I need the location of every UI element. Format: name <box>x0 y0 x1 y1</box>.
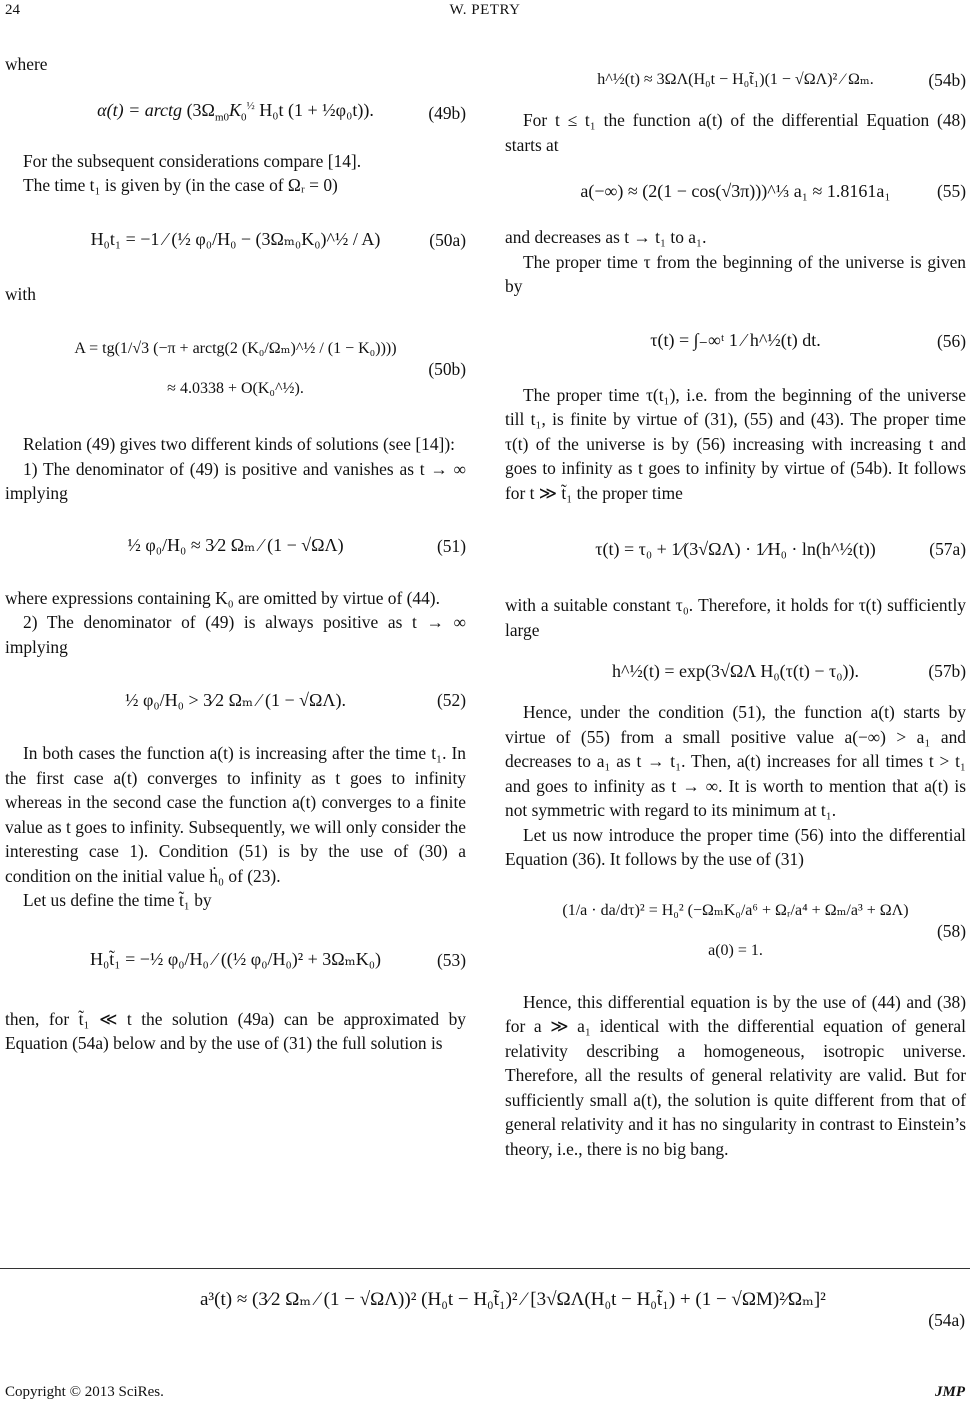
left-column <box>5 52 466 1056</box>
equation-number: (51) <box>437 535 466 556</box>
equation-body: a³(t) ≈ (3⁄2 Ωₘ ⁄ (1 − √ΩΛ))² (H₀t − H₀t̃₁)² ⁄ [3√ΩΛ(H₀t − H₀t̃₁) + (1 − √ΩM)²⁄Ωₘ]² <box>200 1289 826 1310</box>
paragraph: The proper time τ from the beginning of the universe is given by <box>505 251 966 296</box>
equation-body: H₀t̃₁ = −½ φ₀/H₀ ⁄ ((½ φ₀/H₀)² + 3ΩₘK₀) <box>90 949 381 970</box>
equation-number: (56) <box>937 330 966 351</box>
equation-body: h^½(t) ≈ 3ΩΛ(H₀t − H₀t̃₁)(1 − √ΩΛ)² ⁄ Ωₘ. <box>597 70 874 88</box>
equation-52 <box>5 659 466 741</box>
equation-number: (58) <box>937 920 966 941</box>
equation-number: (54a) <box>928 1310 965 1330</box>
equation-57a <box>505 505 966 593</box>
equation-56 <box>505 299 966 383</box>
equation-number: (49b) <box>428 102 466 123</box>
paragraph: The proper time τ(t₁), i.e. from the beginning of the universe till t₁, is finite by virtue of (31), (55) and (43). The proper time τ(t) of the universe is by (56) increasing with increasing t and goes to infinity as t goes to infinity by virtue of (54b). It follows for t ≫ t̃₁ the proper time <box>505 384 966 503</box>
paragraph: and decreases as t → t₁ to a₁. <box>505 227 707 247</box>
paragraph: then, for t̃₁ ≪ t the solution (49a) can be approximated by Equation (54a) below and by the use of (31) the full solution is <box>5 1008 466 1053</box>
equation-number: (50b) <box>428 358 466 379</box>
paragraph: For the subsequent considerations compare [14]. <box>23 150 362 171</box>
paragraph: Relation (49) gives two different kinds of solutions (see [14]): <box>23 434 455 454</box>
equation-49b: α(t) = arctg ($3\Omega_{m0}K_0^{\frac{1}{2}}$ H₀t (1 + ½φ₀t)). (49b) <box>97 100 466 125</box>
paragraph: 2) The denominator of (49) is always positive as t → ∞ implying <box>5 612 466 657</box>
footnote-divider <box>0 1268 970 1269</box>
equation-body: τ(t) = τ₀ + 1⁄(3√ΩΛ) · 1⁄H₀ · ln(h^½(t)) <box>595 538 876 559</box>
equation-line: A = tg(1/√3 (−π + arctg(2 (K₀/Ωₘ)^½ / (1 − K₀)))) <box>74 340 397 357</box>
paragraph: 1) The denominator of (49) is positive and vanishes as t → ∞ implying <box>5 458 466 503</box>
equation-50a <box>5 198 466 282</box>
equation-number: (55) <box>937 180 966 201</box>
equation-body: τ(t) = ∫₋∞ᵗ 1 ⁄ h^½(t) dt. <box>650 330 821 351</box>
page-number: 24 <box>5 2 20 18</box>
paragraph: where <box>5 54 48 74</box>
equation-body: h^½(t) = exp(3√ΩΛ H₀(τ(t) − τ₀)). <box>611 660 860 681</box>
running-author: W. PETRY <box>449 2 521 18</box>
equation-number: (57b) <box>928 660 966 681</box>
equation-number: (53) <box>437 949 466 970</box>
equation-line: (1/a · da/dτ)² = H₀² (−ΩₘK₀/a⁶ + Ωᵣ/a⁴ + Ωₘ/a³ + ΩΛ) <box>562 901 909 919</box>
equation-58 <box>505 872 966 990</box>
paragraph: with a suitable constant τ₀. Therefore, it holds for τ(t) sufficiently large <box>505 595 966 640</box>
paragraph: For t ≤ t₁ the function a(t) of the differential Equation (48) starts at <box>505 110 966 155</box>
paragraph: Hence, under the condition (51), the function a(t) starts by virtue of (55) from a small positive value a(−∞) > a₁ and decreases to a₁ as t → t₁. Then, a(t) increases for all times t > t₁ and goes to infinity as t → ∞. It is worth to mention that a(t) is not symmetric with regard to its minimum at t₁. <box>505 702 966 820</box>
equation-body: a(−∞) ≈ (2(1 − cos(√3π)))^⅓ a₁ ≈ 1.8161a₁ <box>580 180 891 201</box>
paragraph: with <box>5 283 36 304</box>
equation-54a <box>0 1280 970 1350</box>
equation-50b <box>5 306 466 432</box>
paragraph: The time t₁ is given by (in the case of Ωᵣ = 0) <box>23 175 338 195</box>
equation-part: H₀t (1 + ½φ₀t)). <box>259 100 374 121</box>
equation-line: a(0) = 1. <box>708 941 763 959</box>
journal-name: JMP <box>935 1384 965 1400</box>
equation-53 <box>5 913 466 1007</box>
paragraph: Let us define the time t̃₁ by <box>23 890 212 910</box>
equation-number: (54b) <box>928 69 966 90</box>
equation-number: (57a) <box>929 538 966 559</box>
equation-number: (52) <box>437 689 466 710</box>
equation-body: H₀t₁ = −1 ⁄ (½ φ₀/H₀ − (3Ωₘ₀K₀)^½ / A) <box>90 229 381 250</box>
paragraph: Let us now introduce the proper time (56) into the differential Equation (36). It follows by the use of (31) <box>505 824 966 869</box>
right-column <box>505 52 966 1161</box>
equation-51 <box>5 506 466 586</box>
paragraph: In both cases the function a(t) is increasing after the time t₁. In the first case a(t) converges to infinity as t goes to infinity whereas in the second case the function a(t) converges to a finite value as t goes to infinity. Subsequently, we will only consider the interesting case 1). Condition (51) is by the use of (30) a condition on the initial value ḣ₀ of (23). <box>5 743 466 886</box>
equation-part: (3Ω <box>186 100 215 121</box>
paragraph: where expressions containing K₀ are omitted by virtue of (44). <box>5 587 440 608</box>
equation-55 <box>505 157 966 225</box>
page-header <box>0 0 970 30</box>
equation-body: ½ φ₀/H₀ ≈ 3⁄2 Ωₘ ⁄ (1 − √ΩΛ) <box>127 535 344 556</box>
equation-54b <box>505 52 966 108</box>
paragraph: Hence, this differential equation is by the use of (44) and (38) for a ≫ a₁ identical with the differential equation of general relativity describing a homogeneous, isotropic universe. Therefore, all the results of general relativity are valid. But for sufficiently small a(t), the solution is quite different from that of general relativity and it has no singularity in contrast to Einstein’s theory, i.e., there is no big bang. <box>505 991 966 1159</box>
copyright-notice: Copyright © 2013 SciRes. <box>5 1384 164 1400</box>
equation-number: (50a) <box>429 229 466 250</box>
equation-body: ½ φ₀/H₀ > 3⁄2 Ωₘ ⁄ (1 − √ΩΛ). <box>125 689 346 710</box>
equation-57b <box>505 642 966 700</box>
equation-line: ≈ 4.0338 + O(K₀^½). <box>167 380 304 397</box>
equation-body: α(t) = arctg <box>97 100 183 121</box>
